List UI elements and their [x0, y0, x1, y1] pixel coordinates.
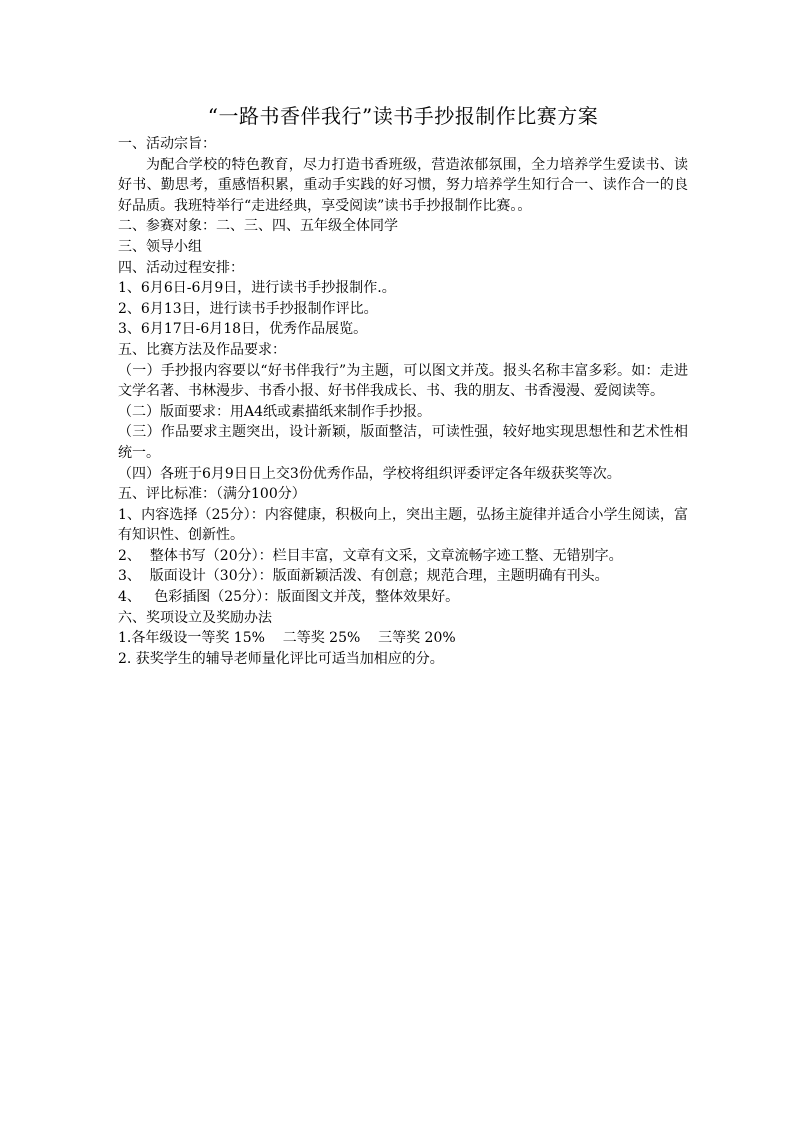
document-page: [118, 100, 688, 669]
schedule-item-3: 3、6月17日-6月18日，优秀作品展览。: [118, 321, 368, 338]
criteria-item-4: 4、 色彩插图（25分）：版面图文并茂，整体效果好。: [118, 589, 460, 606]
section-heading-criteria: 五、评比标准：（满分100分）: [118, 486, 306, 503]
purpose-paragraph: 为配合学校的特色教育，尽力打造书香班级，营造浓郁氛围，全力培养学生爱读书、读好书、勤思考，重感悟积累，重动手实践的好习惯，努力培养学生知行合一、读作合一的良好品质。我班特举行“走进经典，享受阅读”读书手抄报制作比赛。。: [118, 156, 688, 214]
schedule-item-1: 1、6月6日-6月9日，进行读书手抄报制作.。: [118, 280, 396, 297]
section-heading-schedule: 四、活动过程安排：: [118, 259, 244, 276]
awards-item-2: 2. 获奖学生的辅导老师量化评比可适当加相应的分。: [118, 650, 444, 667]
requirement-item-1: （一）手抄报内容要以“好书伴我行”为主题，可以图文并茂。报头名称丰富多彩。如：走进文学名著、书林漫步、书香小报、好书伴我成长、书、我的朋友、书香漫漫、爱阅读等。: [118, 362, 688, 400]
awards-item-1: 1.各年级设一等奖 15% 二等奖 25% 三等奖 20%: [118, 630, 456, 647]
requirement-item-4: （四）各班于6月9日日上交3份优秀作品，学校将组织评委评定各年级获奖等次。: [118, 465, 621, 482]
criteria-item-3: 3、 版面设计（30分）：版面新颖活泼、有创意；规范合理，主题明确有刊头。: [118, 568, 609, 585]
section-heading-awards: 六、奖项设立及奖励办法: [118, 609, 272, 626]
section-leadership-group: 三、领导小组: [118, 238, 202, 255]
schedule-item-2: 2、6月13日，进行读书手抄报制作评比。: [118, 300, 378, 317]
requirement-item-2: （二）版面要求：用A4纸或素描纸来制作手抄报。: [118, 403, 432, 420]
requirement-item-3: （三）作品要求主题突出，设计新颖，版面整洁，可读性强，较好地实现思想性和艺术性相统一。: [118, 424, 688, 461]
section-heading-requirements: 五、比赛方法及作品要求：: [118, 341, 286, 358]
section-heading-purpose: 一、活动宗旨：: [118, 136, 216, 152]
document-title: “一路书香伴我行”读书手抄报制作比赛方案: [207, 104, 599, 128]
section-participants: 二、参赛对象：二、三、四、五年级全体同学: [118, 218, 398, 235]
criteria-item-1: 1、内容选择（25分）：内容健康，积极向上，突出主题，弘扬主旋律并适合小学生阅读，富有知识性、创新性。: [118, 506, 688, 544]
criteria-item-2: 2、 整体书写（20分）：栏目丰富，文章有文采，文章流畅字迹工整、无错别字。: [118, 547, 623, 564]
